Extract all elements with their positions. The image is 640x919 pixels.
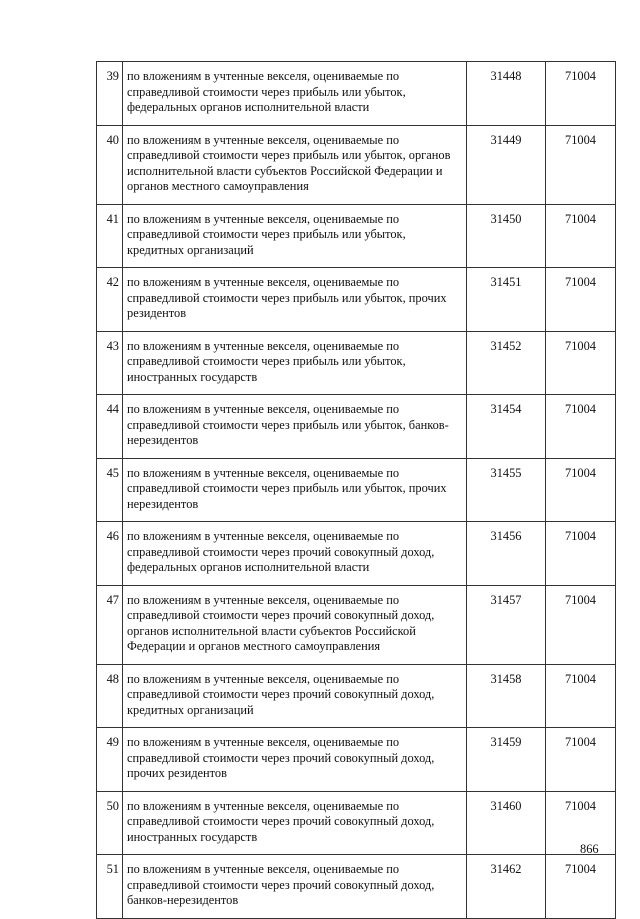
row-code: 31451 [467, 268, 546, 332]
row-description: по вложениям в учтенные векселя, оцениваемые по справедливой стоимости через прибыль или убыток, федеральных органов исполнительной власти [123, 62, 467, 126]
table-row [97, 204, 616, 268]
row-description: по вложениям в учтенные векселя, оцениваемые по справедливой стоимости через прочий совокупный доход, кредитных организаций [123, 664, 467, 728]
row-description: по вложениям в учтенные векселя, оцениваемые по справедливой стоимости через прочий совокупный доход, прочих резидентов [123, 728, 467, 792]
row-number: 43 [97, 331, 123, 395]
row-number: 46 [97, 522, 123, 586]
row-symbol: 71004 [546, 855, 616, 919]
table-row [97, 331, 616, 395]
row-description: по вложениям в учтенные векселя, оцениваемые по справедливой стоимости через прибыль или убыток, прочих резидентов [123, 268, 467, 332]
income-codes-table [96, 61, 616, 919]
row-code: 31454 [467, 395, 546, 459]
row-number: 42 [97, 268, 123, 332]
row-symbol: 71004 [546, 522, 616, 586]
row-number: 51 [97, 855, 123, 919]
row-symbol: 71004 [546, 585, 616, 664]
row-code: 31449 [467, 125, 546, 204]
row-number: 44 [97, 395, 123, 459]
row-symbol: 71004 [546, 331, 616, 395]
table-row [97, 664, 616, 728]
row-description: по вложениям в учтенные векселя, оцениваемые по справедливой стоимости через прочий совокупный доход, иностранных государств [123, 791, 467, 855]
row-symbol: 71004 [546, 395, 616, 459]
row-description: по вложениям в учтенные векселя, оцениваемые по справедливой стоимости через прибыль или убыток, прочих нерезидентов [123, 458, 467, 522]
row-code: 31456 [467, 522, 546, 586]
row-code: 31459 [467, 728, 546, 792]
document-sheet [96, 61, 616, 919]
row-description: по вложениям в учтенные векселя, оцениваемые по справедливой стоимости через прибыль или убыток, иностранных государств [123, 331, 467, 395]
table-row [97, 522, 616, 586]
row-description: по вложениям в учтенные векселя, оцениваемые по справедливой стоимости через прочий совокупный доход, банков-нерезидентов [123, 855, 467, 919]
row-symbol: 71004 [546, 791, 616, 855]
table-row [97, 458, 616, 522]
row-symbol: 71004 [546, 125, 616, 204]
row-code: 31457 [467, 585, 546, 664]
table-row [97, 125, 616, 204]
row-number: 50 [97, 791, 123, 855]
row-number: 40 [97, 125, 123, 204]
table-row [97, 855, 616, 919]
row-number: 41 [97, 204, 123, 268]
row-symbol: 71004 [546, 268, 616, 332]
row-symbol: 71004 [546, 664, 616, 728]
row-number: 48 [97, 664, 123, 728]
table-row [97, 728, 616, 792]
table-row [97, 395, 616, 459]
row-description: по вложениям в учтенные векселя, оцениваемые по справедливой стоимости через прибыль или убыток, банков-нерезидентов [123, 395, 467, 459]
row-code: 31458 [467, 664, 546, 728]
table-row [97, 585, 616, 664]
row-symbol: 71004 [546, 204, 616, 268]
row-description: по вложениям в учтенные векселя, оцениваемые по справедливой стоимости через прибыль или убыток, кредитных организаций [123, 204, 467, 268]
row-code: 31462 [467, 855, 546, 919]
row-symbol: 71004 [546, 458, 616, 522]
row-symbol: 71004 [546, 728, 616, 792]
row-code: 31452 [467, 331, 546, 395]
row-number: 45 [97, 458, 123, 522]
table-body [97, 62, 616, 919]
table-row [97, 268, 616, 332]
row-number: 39 [97, 62, 123, 126]
page-number: 866 [580, 842, 599, 856]
row-description: по вложениям в учтенные векселя, оцениваемые по справедливой стоимости через прибыль или убыток, органов исполнительной власти субъектов Российской Федерации и органов местного самоуправления [123, 125, 467, 204]
table-row [97, 791, 616, 855]
row-code: 31460 [467, 791, 546, 855]
row-number: 49 [97, 728, 123, 792]
row-code: 31455 [467, 458, 546, 522]
row-description: по вложениям в учтенные векселя, оцениваемые по справедливой стоимости через прочий совокупный доход, федеральных органов исполнительной власти [123, 522, 467, 586]
row-symbol: 71004 [546, 62, 616, 126]
row-description: по вложениям в учтенные векселя, оцениваемые по справедливой стоимости через прочий совокупный доход, органов исполнительной власти субъектов Российской Федерации и органов местного самоуправления [123, 585, 467, 664]
table-row [97, 62, 616, 126]
row-number: 47 [97, 585, 123, 664]
row-code: 31450 [467, 204, 546, 268]
row-code: 31448 [467, 62, 546, 126]
